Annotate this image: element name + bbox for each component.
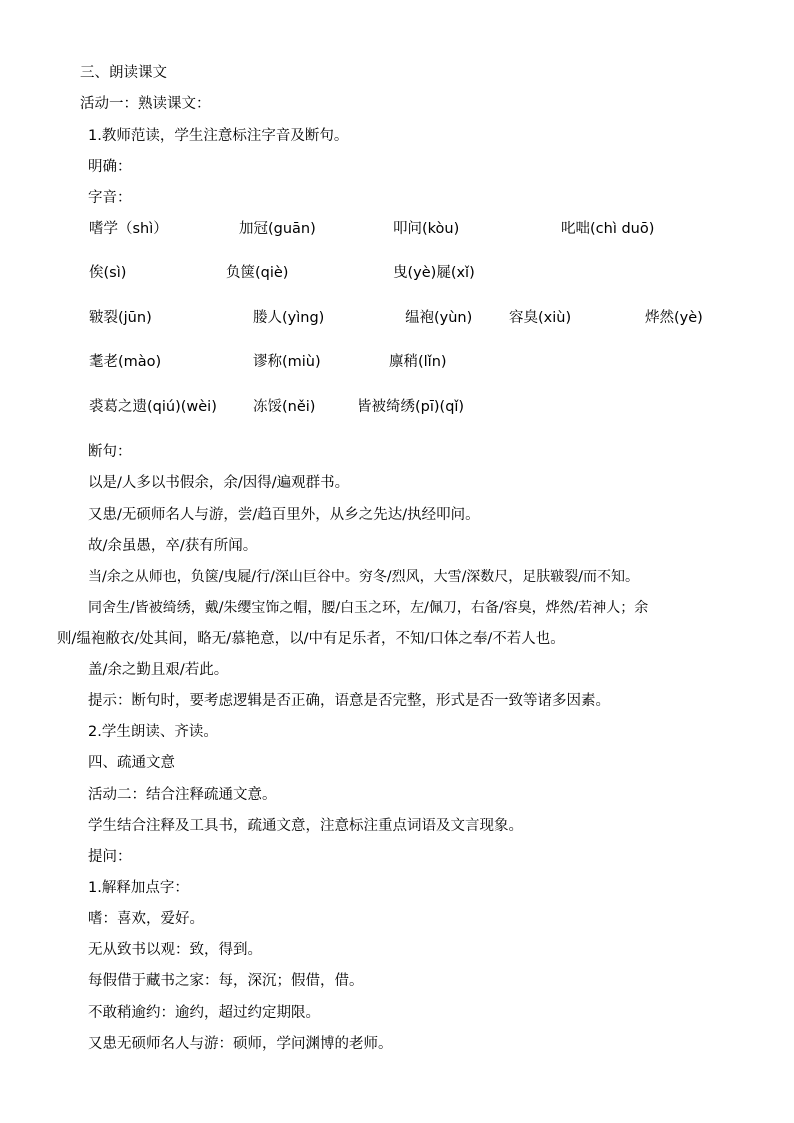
pronunciation-item: 曳(yè)屣(xǐ): [393, 265, 475, 281]
gloss-item: 无从致书以观：致，得到。: [88, 942, 262, 958]
pronunciation-item: 缊袍(yùn): [405, 310, 473, 326]
step-two-text: 2.学生朗读、齐读。: [88, 724, 218, 740]
pause-label: 断句：: [88, 444, 132, 460]
pronunciation-row: [0, 308, 794, 328]
section-heading-read-aloud: 三、朗读课文: [80, 65, 167, 81]
pause-paragraph-line: 同舍生/皆被绮绣，戴/朱缨宝饰之帽，腰/白玉之环，左/佩刀，右备/容臭，烨然/若神人；余: [88, 600, 649, 616]
pronunciation-item: 俟(sì): [89, 265, 127, 281]
pronunciation-item: 皆被绮绣(pī)(qǐ): [357, 399, 465, 415]
pronunciation-item: 加冠(guān): [239, 221, 316, 237]
pronunciation-row: [0, 397, 794, 417]
gloss-item: 又患无硕师名人与游：硕师，学问渊博的老师。: [88, 1036, 393, 1052]
question-one-text: 1.解释加点字：: [88, 880, 189, 896]
pause-line: 以是/人多以书假余，余/因得/遍观群书。: [88, 475, 350, 491]
pronunciation-label: 字音：: [88, 190, 132, 206]
question-label: 提问：: [88, 849, 132, 865]
pause-line: 当/余之从师也，负箧/曳屣/行/深山巨谷中。穷冬/烈风，大雪/深数尺，足肤皲裂/而不知。: [88, 569, 640, 585]
gloss-item: 嗜：喜欢，爱好。: [88, 911, 204, 927]
pause-line: 又患/无硕师名人与游，尝/趋百里外，从乡之先达/执经叩问。: [88, 507, 480, 523]
pronunciation-item: 耄老(mào): [89, 354, 162, 370]
pronunciation-item: 谬称(miù): [253, 354, 321, 370]
step-one-text: 1.教师范读，学生注意标注字音及断句。: [88, 128, 349, 144]
gloss-item: 不敢稍逾约：逾约，超过约定期限。: [88, 1005, 320, 1021]
activity-one-label: 活动一：熟读课文：: [80, 96, 211, 112]
section-heading-interpret: 四、疏通文意: [88, 755, 175, 771]
pronunciation-item: 叩问(kòu): [393, 221, 460, 237]
pronunciation-item: 烨然(yè): [645, 310, 703, 326]
pronunciation-item: 媵人(yìng): [253, 310, 325, 326]
pronunciation-item: 冻馁(něi): [253, 399, 316, 415]
gloss-item: 每假借于藏书之家：每，深沉；假借，借。: [88, 973, 364, 989]
pronunciation-row: [0, 263, 794, 283]
activity-two-label: 活动二：结合注释疏通文意。: [88, 787, 277, 803]
pronunciation-item: 容臭(xiù): [509, 310, 572, 326]
pronunciation-item: 裘葛之遗(qiú)(wèi): [89, 399, 217, 415]
pronunciation-item: 负箧(qiè): [226, 265, 289, 281]
pronunciation-item: 皲裂(jūn): [89, 310, 152, 326]
instruction-text: 学生结合注释及工具书，疏通文意，注意标注重点词语及文言现象。: [88, 818, 523, 834]
pronunciation-row: [0, 219, 794, 239]
pause-line: 故/余虽愚，卒/获有所闻。: [88, 538, 258, 554]
pause-line: 盖/余之勤且艰/若此。: [88, 662, 229, 678]
pronunciation-item: 嗜学（shì）: [89, 221, 168, 237]
pause-paragraph-line: 则/缊袍敝衣/处其间，略无/慕艳意，以/中有足乐者，不知/口体之奉/不若人也。: [57, 631, 565, 647]
pronunciation-item: 叱咄(chì duō): [561, 221, 655, 237]
clarify-label: 明确：: [88, 159, 132, 175]
tip-text: 提示：断句时，要考虑逻辑是否正确，语意是否完整，形式是否一致等诸多因素。: [88, 693, 610, 709]
pronunciation-item: 廪稍(lǐn): [389, 354, 447, 370]
pronunciation-row: [0, 352, 794, 372]
